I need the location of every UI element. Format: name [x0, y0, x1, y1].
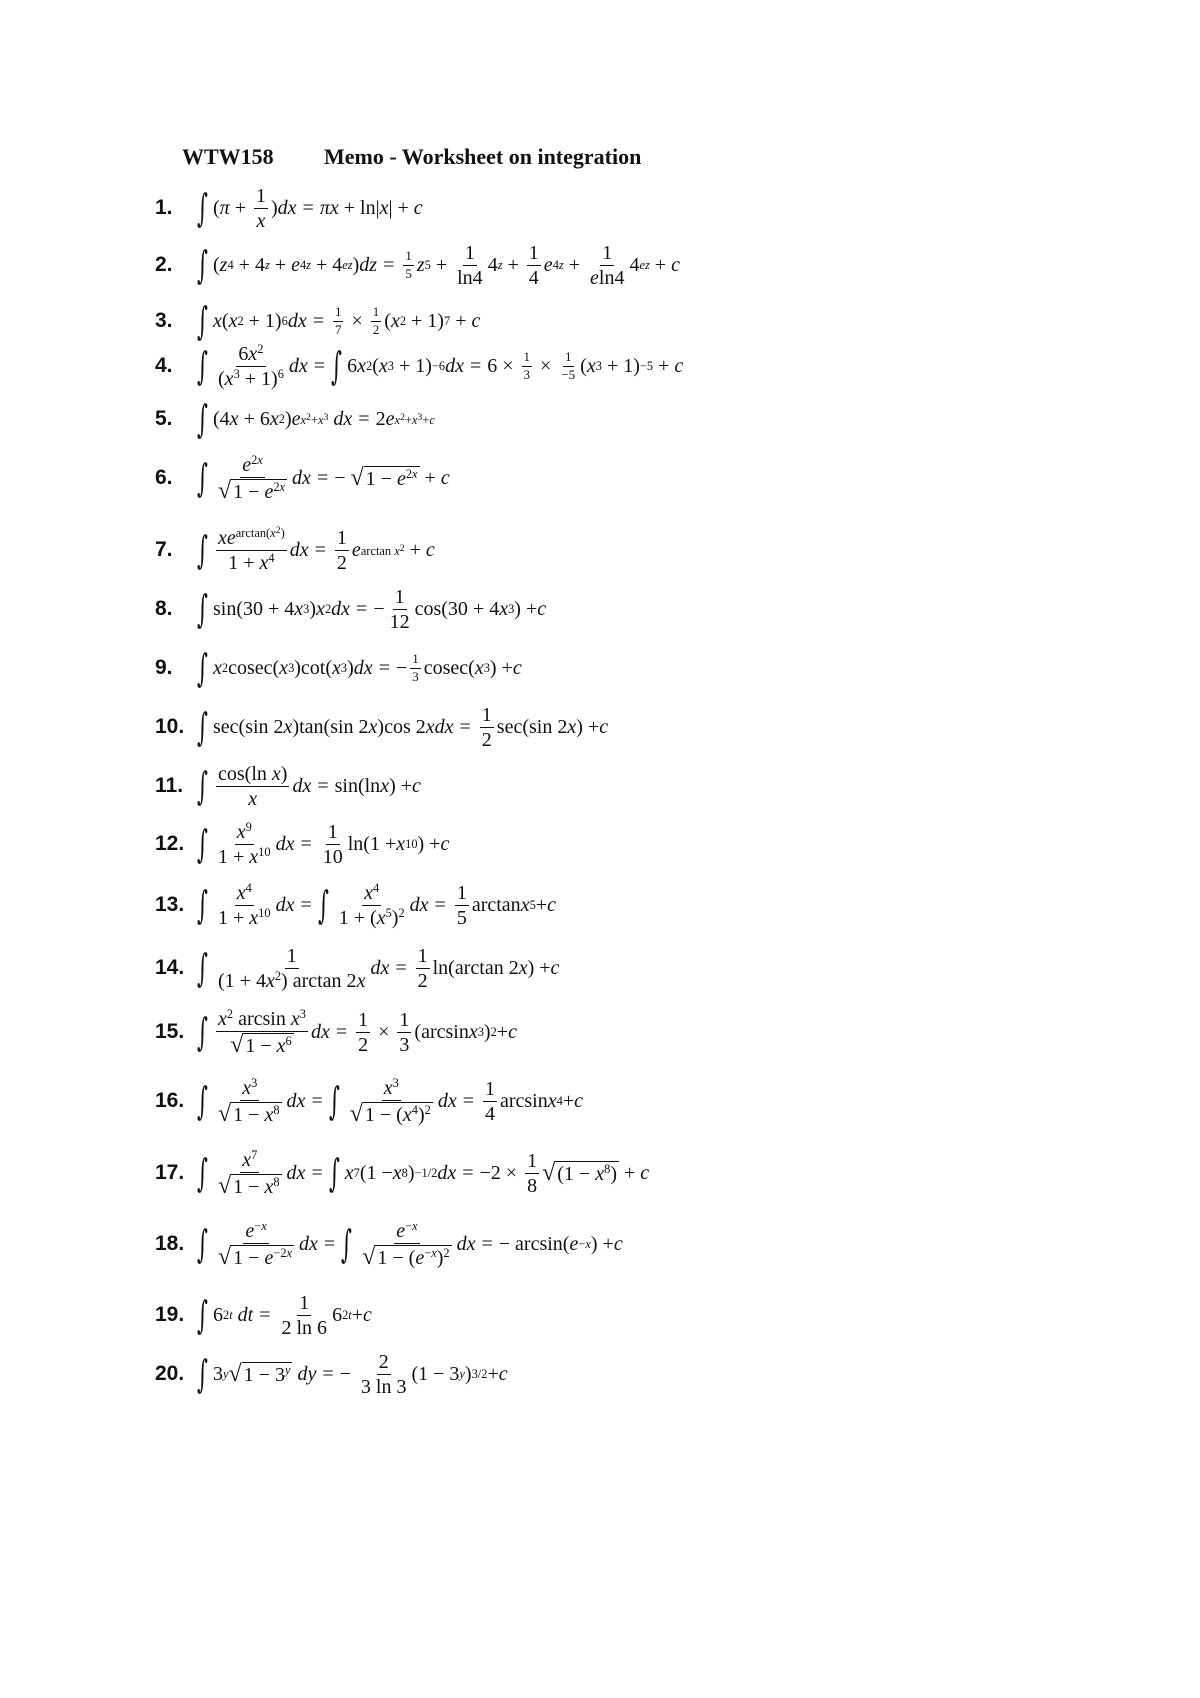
- problem-9: [155, 646, 522, 690]
- problem-number: 14.: [155, 956, 185, 979]
- course-code: WTW158: [182, 144, 274, 169]
- problem-number: 11.: [155, 774, 184, 797]
- problem-18: [155, 1218, 623, 1270]
- problem-16: [155, 1075, 584, 1127]
- problem-4: [155, 341, 684, 390]
- problem-17: [155, 1147, 650, 1199]
- worksheet-header: [182, 144, 641, 170]
- problem-19: [155, 1293, 372, 1337]
- problem-number: 8.: [155, 597, 173, 620]
- problem-8: [155, 587, 546, 631]
- problem-number: 2.: [155, 253, 173, 276]
- equation: ∫ $x^2$ $\arcsin x^3$ √ $1 - x^6$ dx = $\frac{1}{2}$ × $\frac{1}{3}$ (arcsin x 3 ) 2 + c: [197, 1006, 517, 1058]
- equation: ∫ $e^{2x}$ √ $1 - e^{2x}$ dx = − √ $1 - e^{2x}$ + c: [197, 452, 450, 504]
- equation: ∫ 6 2t dt = $\frac{1}{2 \ln 6}$ 6 2t + c: [197, 1291, 372, 1339]
- equation: ∫ (4 x + 6 x 2 ) e $x^2+x^3$ dx = 2 e $x^2+x^3+c$: [197, 397, 435, 441]
- problem-13: [155, 880, 556, 929]
- equation: ∫ $x^7$ √ $1 - x^8$ dx = ∫ x 7 (1 − x 8 ) −1/2 dx = −2 × $\frac{1}{8}$ √ $(1 - x^8)$ + c: [197, 1147, 650, 1199]
- equation: ∫ $\frac{\text{cos(ln x)}}{x}$ dx = sin(ln x ) + c: [197, 762, 421, 810]
- problem-number: 10.: [155, 715, 185, 738]
- problem-15: [155, 1006, 517, 1058]
- problem-3: [155, 299, 480, 343]
- equation: ∫ $\frac{xe^{arctan(x^2)}}{1 + x^4}$ dx = $\frac{1}{2}$ e $\arctan x^2$ + c: [197, 524, 435, 574]
- problem-2: [155, 243, 680, 287]
- equation: ∫ $\frac{x^4}{1 + x^{10}}$ dx = ∫ $\frac{x^4}{1 + (x^5)^2}$ dx = $\frac{1}{5}$ arctan x 5 + c: [197, 880, 556, 929]
- problem-number: 12.: [155, 832, 185, 855]
- problem-number: 7.: [155, 538, 173, 561]
- equation: ∫ sin(30 + 4 x 3 ) x 2 dx = − $\frac{1}{12}$ cos(30 + 4 x 3 ) + c: [197, 585, 547, 633]
- equation: ∫ x 2 cosec( x 3 )cot( x 3 ) dx = − $\frac{1}{3}$ cosec( x 3 ) + c: [197, 646, 522, 690]
- equation: ∫ $\frac{6x^2}{(x^3 + 1)^6}$ dx = ∫ 6 x 2 ( x 3 + 1) −6 dx = 6 × $\frac{1}{3}$ × $\frac{1}{-5}$ ( x 3 + 1) −5 + c: [197, 341, 684, 390]
- equation: ∫ $e^{-x}$ √ $1 - e^{-2x}$ dx = ∫ $e^{-x}$ √ $1 - (e^{-x})^2$ dx = − arcsin( e −x ) + c: [197, 1218, 623, 1270]
- equation: ∫ ( z 4 + 4 z + e 4z + 4 ez ) dz = $\frac{1}{5}$ z 5 + $\frac{1}{\ln 4}$ 4 z + $\frac{1}{4}$ e 4z + $\frac{1}{eln4}$ 4 ez + c: [197, 241, 680, 289]
- problem-number: 1.: [155, 196, 173, 219]
- problem-number: 6.: [155, 466, 173, 489]
- problem-number: 16.: [155, 1089, 185, 1112]
- problem-number: 15.: [155, 1020, 185, 1043]
- problem-number: 17.: [155, 1161, 185, 1184]
- problem-number: 18.: [155, 1232, 185, 1255]
- problem-11: [155, 764, 421, 808]
- equation: ∫ $x^3$ √ $1 - x^8$ dx = ∫ $x^3$ √ $1 - (x^4)^2$ dx = $\frac{1}{4}$ arcsin x 4 + c: [197, 1075, 584, 1127]
- problem-number: 3.: [155, 309, 173, 332]
- problem-5: [155, 397, 435, 441]
- problem-number: 5.: [155, 407, 173, 430]
- problem-number: 9.: [155, 656, 173, 679]
- problem-7: [155, 524, 435, 574]
- equation: ∫ ( π + $\frac{1}{x}$ ) dx = πx + ln| x | + c: [197, 184, 423, 232]
- equation: ∫ sec(sin 2 x )tan(sin 2 x )cos 2 xdx = $\frac{1}{2}$ sec(sin 2 x ) + c: [197, 703, 609, 751]
- equation: ∫ 3 y √ $1 - 3^y$ dy = − $\frac{2}{3 \ln 3}$ (1 − 3 y ) 3/2 + c: [197, 1350, 508, 1398]
- problem-number: 19.: [155, 1303, 185, 1326]
- problem-10: [155, 705, 608, 749]
- problem-number: 20.: [155, 1362, 185, 1385]
- problem-12: [155, 819, 450, 868]
- equation: ∫ x ( x 2 + 1) 6 dx = $\frac{1}{7}$ × $\frac{1}{2}$ ( x 2 + 1) 7 + c: [197, 299, 481, 343]
- worksheet-title: Memo - Worksheet on integration: [324, 144, 642, 169]
- problem-20: [155, 1352, 508, 1396]
- problem-6: [155, 452, 450, 504]
- problem-14: [155, 946, 559, 990]
- problem-number: 4.: [155, 354, 173, 377]
- problem-number: 13.: [155, 893, 185, 916]
- equation: ∫ $\frac{x^9}{1 + x^{10}}$ dx = $\frac{1}{10}$ ln(1 + x 10 ) + c: [197, 819, 450, 868]
- problem-1: [155, 186, 423, 230]
- equation: ∫ $\frac{1}{(1 + 4x^2) \arctan 2x}$ dx = $\frac{1}{2}$ ln(arctan 2 x ) + c: [197, 944, 560, 992]
